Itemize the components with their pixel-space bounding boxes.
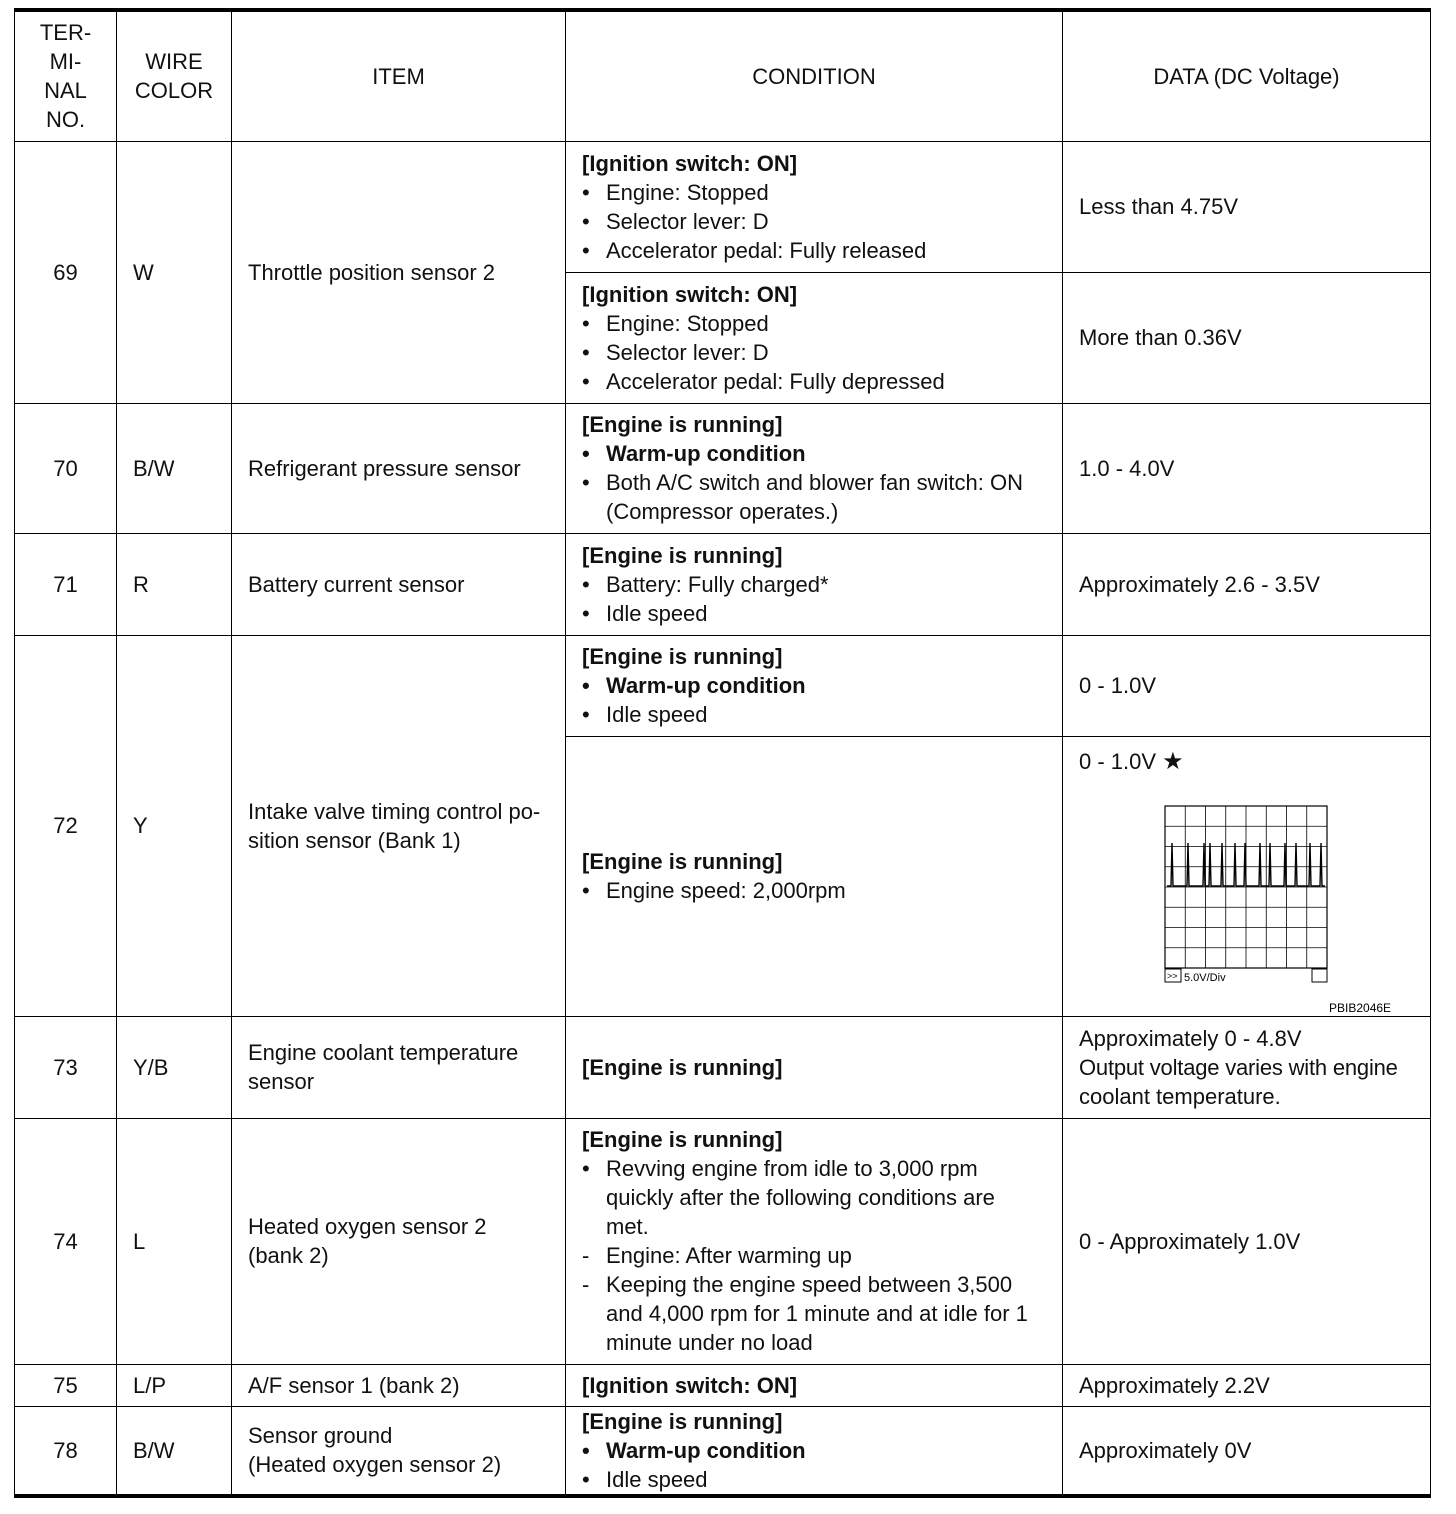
item-cell: Sensor ground (Heated oxygen sensor 2) (232, 1406, 566, 1496)
table-row (15, 1118, 1431, 1364)
data-cell: Approximately 0V (1063, 1406, 1431, 1496)
item-cell: Battery current sensor (232, 533, 566, 635)
data-cell: Less than 4.75V (1063, 141, 1431, 272)
data-cell: 1.0 - 4.0V (1063, 403, 1431, 533)
data-cell: Approximately 0 - 4.8V Output voltage varies with engine coolant temperature. (1063, 1016, 1431, 1118)
header-condition: CONDITION (566, 10, 1063, 141)
terminal-no: 78 (15, 1406, 117, 1496)
wire-color: B/W (117, 403, 232, 533)
wire-color: Y/B (117, 1016, 232, 1118)
data-cell: Approximately 2.6 - 3.5V (1063, 533, 1431, 635)
terminal-no: 72 (15, 635, 117, 1016)
item-cell: Refrigerant pressure sensor (232, 403, 566, 533)
table-row (15, 635, 1431, 736)
wire-color: R (117, 533, 232, 635)
condition-cell: [Engine is running] • Engine speed: 2,000rpm (566, 736, 1063, 1016)
item-cell: Intake valve timing control po- sition sensor (Bank 1) (232, 635, 566, 1016)
terminal-no: 75 (15, 1364, 117, 1406)
star-icon: ★ (1162, 747, 1184, 775)
data-cell: 0 - 1.0V ★ >> 5.0V/Div PBIB2046E (1063, 736, 1431, 1016)
condition-cell: [Ignition switch: ON] (566, 1364, 1063, 1406)
item-cell: Engine coolant temperature sensor (232, 1016, 566, 1118)
oscilloscope-waveform (1079, 786, 1392, 1016)
condition-cell: [Engine is running] (566, 1016, 1063, 1118)
condition-cell: [Ignition switch: ON] • Engine: Stopped • Selector lever: D • Accelerator pedal: Fully released (566, 141, 1063, 272)
wire-color: Y (117, 635, 232, 1016)
header-row (15, 10, 1431, 141)
scope-arrow: >> (1167, 970, 1178, 981)
wire-color: L/P (117, 1364, 232, 1406)
terminal-no: 69 (15, 141, 117, 403)
wire-color: B/W (117, 1406, 232, 1496)
table-row (15, 403, 1431, 533)
scope-scale-label: 5.0V/Div (1184, 971, 1226, 984)
terminal-no: 74 (15, 1118, 117, 1364)
waveform-graph (1079, 786, 1392, 1016)
terminal-no: 71 (15, 533, 117, 635)
table-row (15, 533, 1431, 635)
header-wire-color: WIRE COLOR (117, 10, 232, 141)
figure-id: PBIB2046E (1329, 1000, 1392, 1015)
item-cell: Heated oxygen sensor 2 (bank 2) (232, 1118, 566, 1364)
wire-color: W (117, 141, 232, 403)
header-terminal-no: TER- MI- NAL NO. (15, 10, 117, 141)
data-cell: 0 - 1.0V (1063, 635, 1431, 736)
condition-cell: [Engine is running] • Battery: Fully charged* • Idle speed (566, 533, 1063, 635)
item-cell: Throttle position sensor 2 (232, 141, 566, 403)
condition-cell: [Ignition switch: ON] • Engine: Stopped • Selector lever: D • Accelerator pedal: Fully depressed (566, 272, 1063, 403)
table-row (15, 141, 1431, 272)
data-cell: More than 0.36V (1063, 272, 1431, 403)
header-data: DATA (DC Voltage) (1063, 10, 1431, 141)
terminal-no: 73 (15, 1016, 117, 1118)
table-row (15, 1364, 1431, 1406)
item-cell: A/F sensor 1 (bank 2) (232, 1364, 566, 1406)
condition-cell: [Engine is running] • Warm-up condition • Both A/C switch and blower fan switch: ON (Compressor operates.) (566, 403, 1063, 533)
header-item: ITEM (232, 10, 566, 141)
wire-color: L (117, 1118, 232, 1364)
condition-cell: [Engine is running] • Revving engine from idle to 3,000 rpm quickly after the following conditions are met. - Engine: After warming up - Keeping the engine speed between 3,500 and 4,000 rpm for 1 minute and at idle for 1 minute under no load (566, 1118, 1063, 1364)
terminal-data-table (14, 8, 1431, 1498)
table-row (15, 1016, 1431, 1118)
condition-cell: [Engine is running] • Warm-up condition • Idle speed (566, 635, 1063, 736)
table-row (15, 1406, 1431, 1496)
condition-cell: [Engine is running] • Warm-up condition • Idle speed (566, 1406, 1063, 1496)
data-cell: 0 - Approximately 1.0V (1063, 1118, 1431, 1364)
data-cell: Approximately 2.2V (1063, 1364, 1431, 1406)
terminal-no: 70 (15, 403, 117, 533)
